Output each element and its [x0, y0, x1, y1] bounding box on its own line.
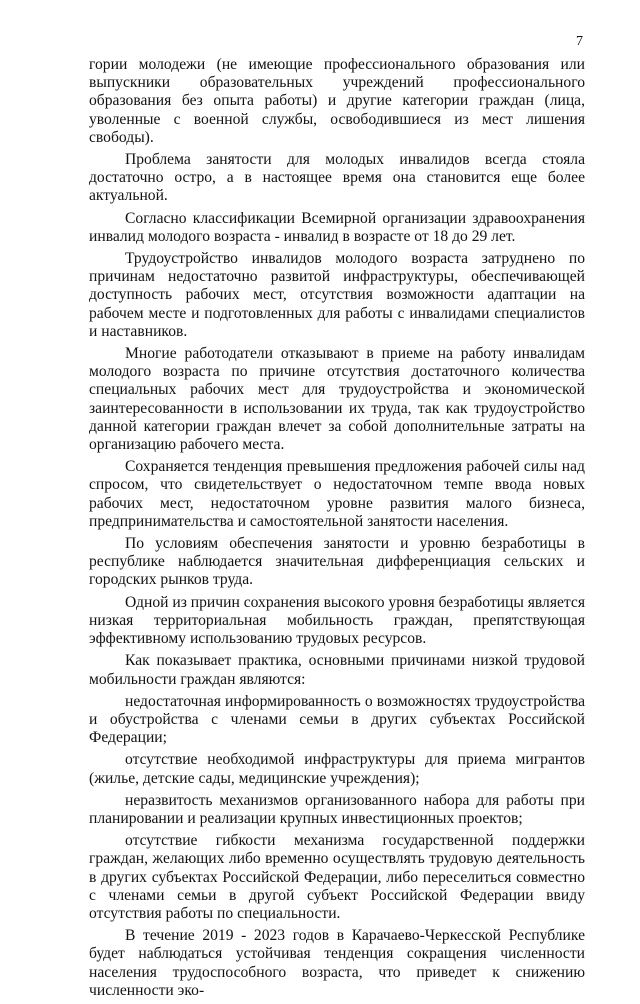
paragraph-forecast-2019-2023: В течение 2019 - 2023 годов в Карачаево-Черкесской Республике будет наблюдаться устойчивая тенденция сокращения численности населения трудоспособного возраста, что приведет к снижению численности эко- — [89, 927, 585, 999]
paragraph-labor-supply-trend: Сохраняется тенденция превышения предложения рабочей силы над спросом, что свидетельствует о недостаточном темпе ввода новых рабочих мест, недостаточном уровне развития малого бизнеса, предпринимательства и самостоятельной занятости населения. — [89, 458, 585, 530]
paragraph-employers-refuse: Многие работодатели отказывают в приеме на работу инвалидам молодого возраста по причине отсутствия достаточного количества специальных рабочих мест для трудоустройства и экономической заинтересованности в использовании их труда, так как трудоустройство данной категории граждан влечет за собой дополнительные затраты на организацию рабочего места. — [89, 345, 585, 454]
list-item-lack-of-information: недостаточная информированность о возможностях трудоустройства и обустройства с членами семьи в других субъектах Российской Федерации; — [89, 692, 585, 747]
list-item-lack-of-infrastructure: отсутствие необходимой инфраструктуры для приема мигрантов (жилье, детские сады, медицинские учреждения); — [89, 751, 585, 787]
page-number: 7 — [576, 34, 583, 49]
document-body — [89, 56, 585, 1004]
paragraph-employment-difficulty: Трудоустройство инвалидов молодого возраста затруднено по причинам недостаточно развитой инфраструктуры, обеспечивающей доступность рабочих мест, отсутствия возможности адаптации на рабочем месте и подготовленных для работы с инвалидами специалистов и наставников. — [89, 250, 585, 340]
list-item-undeveloped-recruitment: неразвитость механизмов организованного набора для работы при планировании и реализации крупных инвестиционных проектов; — [89, 791, 585, 827]
paragraph-rural-urban-differentiation: По условиям обеспечения занятости и уровню безработицы в республике наблюдается значительная дифференциация сельских и городских рынков труда. — [89, 535, 585, 589]
paragraph-mobility-reasons-intro: Как показывает практика, основными причинами низкой трудовой мобильности граждан являются: — [89, 652, 585, 688]
paragraph-youth-disability-problem: Проблема занятости для молодых инвалидов всегда стояла достаточно остро, а в настоящее время она становится еще более актуальной. — [89, 151, 585, 205]
paragraph-continuation: гории молодежи (не имеющие профессионального образования или выпускники образовательных учреждений профессионального образования без опыта работы) и другие категории граждан (лица, уволенные с военной службы, освободившиеся из мест лишения свободы). — [89, 56, 585, 146]
list-item-inflexible-support: отсутствие гибкости механизма государственной поддержки граждан, желающих либо временно осуществлять трудовую деятельность в других субъектах Российской Федерации, либо переселиться совместно с членами семьи в другой субъект Российской Федерации ввиду отсутствия работы по специальности. — [89, 832, 585, 922]
paragraph-low-mobility: Одной из причин сохранения высокого уровня безработицы является низкая территориальная мобильность граждан, препятствующая эффективному использованию трудовых ресурсов. — [89, 593, 586, 648]
paragraph-who-classification: Согласно классификации Всемирной организации здравоохранения инвалид молодого возраста - инвалид в возрасте от 18 до 29 лет. — [89, 209, 585, 245]
